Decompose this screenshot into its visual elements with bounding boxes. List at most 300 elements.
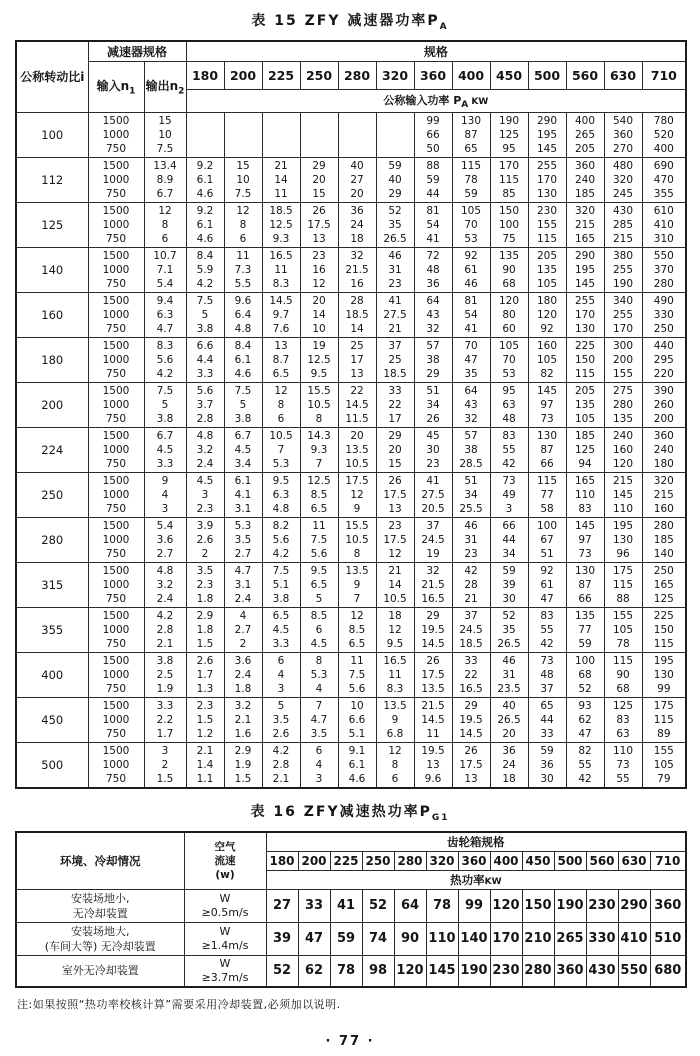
cell-line: 4.6 xyxy=(348,772,366,785)
power-value-cell xyxy=(376,292,414,337)
cell-line xyxy=(339,142,376,156)
cell-line: 19 xyxy=(426,547,440,560)
cell-line: 3.4 xyxy=(234,457,252,470)
cell-line: 17.5 xyxy=(307,218,331,231)
cell-line: 17.5 xyxy=(383,488,407,501)
cell-line: 42 xyxy=(464,564,478,577)
cell-line: 6.3 xyxy=(156,308,174,321)
cell-line: 7.5 xyxy=(348,668,366,681)
thermal-value-cell: 360 xyxy=(554,955,586,987)
output-label: 输出n xyxy=(145,79,179,94)
cell-line: 2.4 xyxy=(196,457,214,470)
cell-line: 155 xyxy=(612,367,634,380)
cell-line: 195 xyxy=(536,128,558,141)
cell-line: 15 xyxy=(312,187,326,200)
power-value-cell xyxy=(224,157,262,202)
cell-line: 245 xyxy=(612,187,634,200)
power-value-cell xyxy=(528,697,566,742)
power-value-cell xyxy=(224,382,262,427)
power-value-cell xyxy=(338,652,376,697)
cell-line: 10.5 xyxy=(307,398,331,411)
power-value-cell xyxy=(642,157,686,202)
cell-line: 7 xyxy=(315,457,323,470)
power-value-cell xyxy=(490,652,528,697)
cell-line: 12 xyxy=(388,744,402,757)
cell-line: 16 xyxy=(350,277,364,290)
cell-line: 215 xyxy=(653,488,674,501)
cell-line: 155 xyxy=(612,609,634,622)
cell-line: 255 xyxy=(574,294,596,307)
cell-line: 9 xyxy=(391,713,399,726)
cell-line: 3.8 xyxy=(272,592,290,605)
cell-line: 3.5 xyxy=(196,564,214,577)
cell-line: 8.7 xyxy=(272,353,290,366)
cell-line: 70 xyxy=(502,353,516,366)
power-value-cell xyxy=(224,427,262,472)
cell-line: 2.7 xyxy=(234,547,252,560)
cell-line: 92 xyxy=(464,249,478,262)
cell-line: 35 xyxy=(388,218,402,231)
ratio-cell: 250 xyxy=(16,472,88,517)
cell-line: 23 xyxy=(388,277,402,290)
cell-line: 83 xyxy=(616,713,630,726)
cell-line: 125 xyxy=(574,443,596,456)
cell-line xyxy=(339,128,376,142)
air-speed-header xyxy=(184,832,266,890)
power-value-cell xyxy=(490,382,528,427)
cell-line: ≥0.5m/s xyxy=(201,905,249,919)
power-value-cell xyxy=(642,247,686,292)
cell-line: 9.5 xyxy=(310,367,328,380)
cell-line: 240 xyxy=(574,173,596,186)
power-value-cell xyxy=(300,607,338,652)
cell-line: 89 xyxy=(657,727,671,740)
cell-line: 120 xyxy=(536,308,558,321)
cell-line: 27.5 xyxy=(383,308,407,321)
cell-line: 51 xyxy=(426,384,440,397)
cell-line: 2.3 xyxy=(196,502,214,515)
power-value-cell xyxy=(300,157,338,202)
cell-line: 59 xyxy=(388,159,402,172)
output-speed-cell xyxy=(144,112,186,157)
cell-line: 3.2 xyxy=(196,443,214,456)
cell-line: 41 xyxy=(464,322,478,335)
cell-line: 4.2 xyxy=(272,547,290,560)
cell-line xyxy=(187,142,224,156)
output-speed-cell xyxy=(144,157,186,202)
table15-row xyxy=(16,517,686,562)
cell-line: 48 xyxy=(426,263,440,276)
cell-line: 5.5 xyxy=(234,277,252,290)
cell-line: 15 xyxy=(236,159,250,172)
cell-line: 3.2 xyxy=(234,699,252,712)
cell-line: 4.1 xyxy=(234,488,252,501)
cell-line: 215 xyxy=(612,474,634,487)
power-value-cell xyxy=(300,562,338,607)
cell-line: 42 xyxy=(578,772,592,785)
power-value-cell xyxy=(262,337,300,382)
cell-line: 61 xyxy=(540,578,554,591)
ratio-cell: 112 xyxy=(16,157,88,202)
cell-line: 265 xyxy=(574,128,596,141)
power-value-cell xyxy=(566,112,604,157)
cell-line: 无冷却装置 xyxy=(72,906,128,920)
cell-line: 38 xyxy=(464,443,478,456)
power-value-cell xyxy=(490,607,528,652)
thermal-value-cell: 265 xyxy=(554,922,586,955)
cell-line: 440 xyxy=(653,339,674,352)
cell-line: 6.1 xyxy=(196,173,214,186)
cell-line: 97 xyxy=(578,533,592,546)
power-value-cell xyxy=(224,292,262,337)
cell-line: 47 xyxy=(464,353,478,366)
environment-header: 环境、冷却情况 xyxy=(16,832,184,890)
cell-line: 40 xyxy=(350,159,364,172)
cell-line: 125 xyxy=(653,592,674,605)
cell-line: 1500 xyxy=(102,474,130,487)
power-value-cell xyxy=(604,337,642,382)
reducer-spec-header: 减速器规格 xyxy=(88,41,186,62)
cell-line: 750 xyxy=(105,412,127,425)
cell-line: 1000 xyxy=(102,263,130,276)
cell-line: 21 xyxy=(274,159,288,172)
cell-line: 92 xyxy=(540,322,554,335)
size-header: 560 xyxy=(566,61,604,89)
cell-line: 28 xyxy=(350,294,364,307)
output-speed-cell xyxy=(144,202,186,247)
spec-header: 规格 xyxy=(186,41,686,62)
cell-line: 9.5 xyxy=(272,474,290,487)
cell-line: 21.5 xyxy=(421,578,445,591)
ratio-cell: 224 xyxy=(16,427,88,472)
cell-line: 3.8 xyxy=(156,654,174,667)
power-value-cell xyxy=(604,292,642,337)
power-value-cell xyxy=(338,202,376,247)
size-header: 630 xyxy=(604,61,642,89)
power-value-cell xyxy=(490,472,528,517)
cell-line: 4 xyxy=(315,758,323,771)
cell-line: 13.5 xyxy=(421,682,445,695)
cell-line: 2.9 xyxy=(234,744,252,757)
cell-line: 4 xyxy=(239,609,247,622)
cell-line: 37 xyxy=(388,339,402,352)
cell-line: 6 xyxy=(277,654,285,667)
cell-line: 59 xyxy=(502,564,516,577)
ratio-cell: 500 xyxy=(16,742,88,788)
power-value-cell xyxy=(376,472,414,517)
cell-line: 66 xyxy=(426,128,440,141)
cell-line: 1.8 xyxy=(196,592,214,605)
cell-line: 88 xyxy=(426,159,440,172)
cell-line: 3.2 xyxy=(156,578,174,591)
cell-line: 3.5 xyxy=(272,713,290,726)
input-subscript: 1 xyxy=(129,86,136,97)
cell-line: 10 xyxy=(312,322,326,335)
cell-line: 8.5 xyxy=(348,623,366,636)
cell-line: 16.5 xyxy=(269,249,293,262)
thermal-value-cell: 99 xyxy=(458,889,490,922)
cell-line: 15 xyxy=(158,114,172,127)
power-value-cell xyxy=(376,427,414,472)
power-value-cell xyxy=(604,202,642,247)
power-value-cell xyxy=(262,157,300,202)
size-header: 180 xyxy=(186,61,224,89)
cell-line: 15.5 xyxy=(307,384,331,397)
power-value-cell xyxy=(490,292,528,337)
cell-line: 79 xyxy=(657,772,671,785)
cell-line: 13.5 xyxy=(383,699,407,712)
cell-line: 3.9 xyxy=(196,519,214,532)
cell-line: 14 xyxy=(388,578,402,591)
cell-line: 1500 xyxy=(102,339,130,352)
cell-line: 255 xyxy=(612,308,634,321)
input-speed-cell xyxy=(88,742,144,788)
power-value-cell xyxy=(262,202,300,247)
cell-line: 4.8 xyxy=(272,502,290,515)
input-speed-cell xyxy=(88,202,144,247)
cell-line: 750 xyxy=(105,367,127,380)
power-value-cell xyxy=(566,427,604,472)
cell-line: 750 xyxy=(105,727,127,740)
cell-line: 105 xyxy=(574,412,596,425)
cell-line: 1500 xyxy=(102,204,130,217)
cell-line: 37 xyxy=(464,609,478,622)
cell-line: 195 xyxy=(612,519,634,532)
power-value-cell xyxy=(224,337,262,382)
power-value-cell xyxy=(528,157,566,202)
cell-line: 室外无冷却装置 xyxy=(61,964,139,978)
cell-line: 130 xyxy=(574,564,596,577)
power-value-cell xyxy=(262,382,300,427)
table16-row xyxy=(16,955,686,987)
cell-line: 41 xyxy=(426,474,440,487)
cell-line: 19.5 xyxy=(459,713,483,726)
cell-line: 81 xyxy=(426,204,440,217)
cell-line: 1500 xyxy=(102,429,130,442)
cell-line: 1000 xyxy=(102,578,130,591)
ratio-cell: 315 xyxy=(16,562,88,607)
cell-line: 12 xyxy=(350,488,364,501)
power-value-cell xyxy=(566,517,604,562)
power-value-cell xyxy=(414,292,452,337)
cell-line: 21 xyxy=(464,592,478,605)
cell-line: 7.5 xyxy=(272,564,290,577)
cell-line: 17 xyxy=(388,412,402,425)
power-value-cell xyxy=(604,697,642,742)
thermal-value-cell: 90 xyxy=(394,922,426,955)
cell-line: 17.5 xyxy=(345,474,369,487)
cell-line: 2.8 xyxy=(156,623,174,636)
gearbox-spec-header: 齿轮箱规格 xyxy=(266,832,686,852)
cell-line xyxy=(225,114,262,128)
table15-row xyxy=(16,562,686,607)
cell-line: 1500 xyxy=(102,159,130,172)
cell-line xyxy=(377,128,414,142)
cell-line: 23 xyxy=(312,249,326,262)
cell-line: 73 xyxy=(616,758,630,771)
power-value-cell xyxy=(566,292,604,337)
cell-line: 66 xyxy=(578,592,592,605)
cell-line: 13 xyxy=(350,367,364,380)
power-value-cell xyxy=(604,427,642,472)
thermal-value-cell: 47 xyxy=(298,922,330,955)
power-value-cell xyxy=(528,382,566,427)
cell-line: 3 xyxy=(277,682,285,695)
cell-line: 4.7 xyxy=(234,564,252,577)
cell-line: 1000 xyxy=(102,533,130,546)
size-header: 250 xyxy=(362,851,394,870)
ratio-cell: 450 xyxy=(16,697,88,742)
size-header: 400 xyxy=(452,61,490,89)
cell-line: 18.5 xyxy=(345,308,369,321)
cell-line: 9.7 xyxy=(272,308,290,321)
table15-row xyxy=(16,607,686,652)
output-speed-cell xyxy=(144,517,186,562)
cell-line: 310 xyxy=(653,232,674,245)
ratio-cell: 125 xyxy=(16,202,88,247)
cell-line: 4.2 xyxy=(272,744,290,757)
cell-line: 2.9 xyxy=(196,609,214,622)
size-header: 400 xyxy=(490,851,522,870)
thermal-value-cell: 190 xyxy=(554,889,586,922)
power-value-cell xyxy=(300,202,338,247)
cell-line: 2.3 xyxy=(196,699,214,712)
cell-line: 88 xyxy=(616,592,630,605)
cell-line: 185 xyxy=(574,429,596,442)
power-value-cell xyxy=(300,742,338,788)
power-value-cell xyxy=(338,427,376,472)
cell-line: 2.2 xyxy=(156,713,174,726)
cell-line: 6 xyxy=(315,744,323,757)
output-subscript: 2 xyxy=(178,86,185,97)
cell-line: 26 xyxy=(388,474,402,487)
power-value-cell xyxy=(528,652,566,697)
cell-line: 270 xyxy=(612,142,634,155)
cell-line: 1.3 xyxy=(196,682,214,695)
thermal-value-cell: 430 xyxy=(586,955,618,987)
power-value-cell xyxy=(262,742,300,788)
power-value-cell xyxy=(414,652,452,697)
cell-line: 105 xyxy=(653,758,674,771)
cell-line: 9 xyxy=(161,474,169,487)
cell-line: 78 xyxy=(464,173,478,186)
power-value-cell xyxy=(642,112,686,157)
cell-line: 23 xyxy=(464,547,478,560)
cell-line: 20 xyxy=(350,187,364,200)
power-value-cell xyxy=(452,292,490,337)
cell-line: 46 xyxy=(502,654,516,667)
power-value-cell xyxy=(452,382,490,427)
cell-line: 16 xyxy=(312,263,326,276)
cell-line: 13.5 xyxy=(345,564,369,577)
power-value-cell xyxy=(528,562,566,607)
power-value-cell xyxy=(300,472,338,517)
power-value-cell xyxy=(338,112,376,157)
power-value-cell xyxy=(528,112,566,157)
output-speed-cell xyxy=(144,742,186,788)
cell-line: 52 xyxy=(578,682,592,695)
power-value-cell xyxy=(300,382,338,427)
cell-line: 115 xyxy=(653,713,674,726)
cell-line: 4.6 xyxy=(196,232,214,245)
cell-line: 10.5 xyxy=(383,592,407,605)
cell-line: 4.6 xyxy=(234,367,252,380)
power-value-cell xyxy=(224,652,262,697)
cell-line: 215 xyxy=(612,232,634,245)
cell-line: 8.4 xyxy=(196,249,214,262)
cell-line: 3.6 xyxy=(156,533,174,546)
cell-line: 130 xyxy=(536,429,558,442)
output-speed-cell xyxy=(144,247,186,292)
cell-line: 6.7 xyxy=(156,429,174,442)
power-value-cell xyxy=(452,742,490,788)
cell-line: 4.7 xyxy=(310,713,328,726)
cell-line: 7.1 xyxy=(156,263,174,276)
cell-line: 175 xyxy=(653,699,674,712)
power-value-cell xyxy=(224,472,262,517)
power-value-cell xyxy=(376,562,414,607)
power-value-cell xyxy=(186,112,224,157)
cell-line: 35 xyxy=(464,367,478,380)
power-value-cell xyxy=(642,607,686,652)
cell-line: 8 xyxy=(315,654,323,667)
cell-line: 205 xyxy=(574,142,596,155)
power-value-cell xyxy=(224,517,262,562)
power-value-cell xyxy=(452,517,490,562)
thermal-value-cell: 140 xyxy=(458,922,490,955)
cell-line: 31 xyxy=(502,668,516,681)
power-value-cell xyxy=(338,247,376,292)
cell-line: 28.5 xyxy=(459,457,483,470)
cell-line: 105 xyxy=(536,277,558,290)
cell-line: 45 xyxy=(426,429,440,442)
table15-row xyxy=(16,157,686,202)
thermal-value-cell: 110 xyxy=(426,922,458,955)
cell-line: 21 xyxy=(388,322,402,335)
cell-line: 225 xyxy=(653,609,674,622)
cell-line: 29 xyxy=(464,699,478,712)
power-value-cell xyxy=(604,607,642,652)
cell-line: 11 xyxy=(426,727,440,740)
cell-line: 130 xyxy=(653,668,674,681)
size-header: 360 xyxy=(458,851,490,870)
cell-line: 1.5 xyxy=(196,713,214,726)
cell-line: 47 xyxy=(578,727,592,740)
power-value-cell xyxy=(452,472,490,517)
power-value-cell xyxy=(186,742,224,788)
cell-line: 240 xyxy=(653,443,674,456)
cell-line: 3.5 xyxy=(310,727,328,740)
thermal-value-cell: 41 xyxy=(330,889,362,922)
power-value-cell xyxy=(566,247,604,292)
cell-line: 2.4 xyxy=(234,592,252,605)
cell-line: 7.6 xyxy=(272,322,290,335)
cell-line: 285 xyxy=(612,218,634,231)
cell-line: 13.4 xyxy=(153,159,177,172)
output-speed-cell xyxy=(144,562,186,607)
cell-line: 44 xyxy=(426,187,440,200)
cell-line: 80 xyxy=(502,308,516,321)
size-header: 560 xyxy=(586,851,618,870)
cell-line: 33 xyxy=(540,727,554,740)
cell-line: 4.2 xyxy=(156,609,174,622)
power-value-cell xyxy=(642,562,686,607)
cell-line: 3 xyxy=(201,488,209,501)
output-speed-cell xyxy=(144,472,186,517)
size-header: 450 xyxy=(490,61,528,89)
cell-line: 5.3 xyxy=(234,519,252,532)
cell-line: 1500 xyxy=(102,249,130,262)
